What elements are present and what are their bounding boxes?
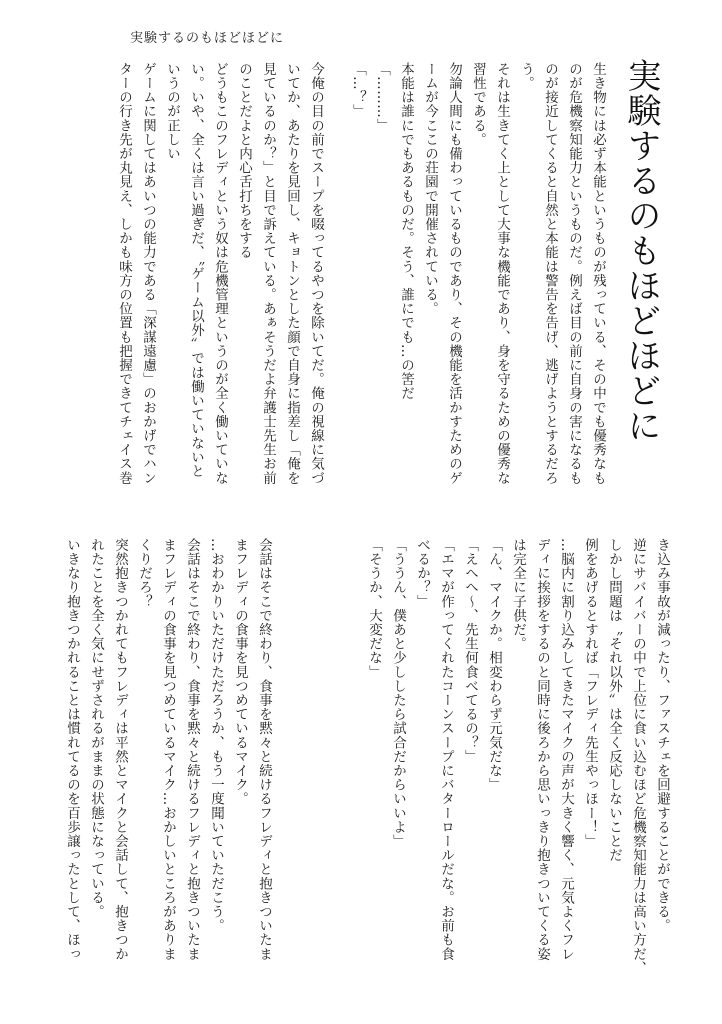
text-line: 突然抱きつかれてもフレディは平然とマイクと会話して、抱きつか xyxy=(112,538,128,961)
text-line: ゲームに関してはあいつの能力である「深謀遠慮」のおかげでハン xyxy=(140,62,156,485)
text-line: …おわかりいただけただろうか、もう一度聞いていただこう。 xyxy=(208,538,224,933)
text-line: き込み事故が減ったり、ファスチェを回避することができる。 xyxy=(654,538,670,933)
dialogue-line: 「ん、マイクか。相変わらず元気だな」 xyxy=(486,538,502,792)
dialogue-line: 「…？」 xyxy=(350,62,366,119)
text-line: ターの行き先が丸見え、しかも味方の位置も把握できてチェイス巻 xyxy=(116,62,132,485)
text-line: ディに挨拶をするのと同時に後ろから思いっきり抱きついてくる姿 xyxy=(534,538,550,961)
dialogue-line: 「そうか、大変だな」 xyxy=(366,538,382,679)
text-line: まフレディの食事を見つめているマイク…おかしいところがありま xyxy=(160,538,176,961)
text-line: のが接近してくると自然と本能は警告を告げ、逃げようとするだろ xyxy=(542,62,558,485)
text-line: う。 xyxy=(518,62,534,91)
text-line: 今俺の目の前でスープを啜ってるやつを除いてだ。俺の視線に気づ xyxy=(308,62,324,485)
text-line: 会話はそこで終わり、食事を黙々と続けるフレディと抱きついたま xyxy=(184,538,200,961)
text-line: 生き物には必ず本能というものが残っている、その中でも優秀なも xyxy=(590,62,606,485)
text-line: いてか、あたりを見回し、キョトンとした顔で自身に指差し「俺を xyxy=(284,62,300,485)
text-line: それは生きてく上として大事な機能であり、身を守るための優秀な xyxy=(494,62,510,485)
chapter-title: 実験するのもほどほどに xyxy=(621,58,661,443)
dialogue-line: べるか？」 xyxy=(414,538,430,609)
text-line: 例をあげるとすれば「フレディ先生やっほー！」 xyxy=(582,538,598,849)
dialogue-line: 「えへへ〜、先生何食べてるの？」 xyxy=(462,538,478,764)
text-line: のことだよと内心舌打ちをする xyxy=(236,62,252,260)
text-line: 習性である。 xyxy=(470,62,486,147)
text-line: 本能は誰にでもあるものだ。そう、誰にでも…の筈だ xyxy=(398,62,414,401)
text-line: 会話はそこで終わり、食事を黙々と続けるフレディと抱きついたま xyxy=(256,538,272,961)
text-line: は完全に子供だ。 xyxy=(510,538,526,651)
lower-right-text-block xyxy=(274,538,674,1008)
dialogue-line: 「………」 xyxy=(374,62,390,133)
text-line: くりだろ？ xyxy=(136,538,152,609)
text-line: い。いや、全くは言い過ぎだ、〝ゲーム以外〟では働いていないと xyxy=(188,62,204,479)
text-line: 勿論人間にも備わっているものであり、その機能を活かすためのゲ xyxy=(446,62,462,485)
text-line: …脳内に割り込みしてきたマイクの声が大きく響く、元気よくフレ xyxy=(558,538,574,961)
text-line: ームが今ここの荘園で開催されている。 xyxy=(422,62,438,316)
text-line: どうもこのフレディという奴は危機管理というのが全く働いていな xyxy=(212,62,228,485)
text-line: いうのが正しい xyxy=(164,62,180,161)
text-line: のが危機察知能力というものだ。例えば目の前に自身の害になるも xyxy=(566,62,582,485)
dialogue-line: 「エマが作ってくれたコーンスープにバターロールだな。お前も食 xyxy=(438,538,454,961)
text-line: 見ているのか？」と目で訴えている。あぁそうだよ弁護士先生お前 xyxy=(260,62,276,485)
text-line: 逆にサバイバーの中で上位に食い込むほど危機察知能力は高い方だ、 xyxy=(630,538,646,976)
upper-left-text-block xyxy=(28,62,328,512)
text-line: いきなり抱きつかれることは慣れてるのを百歩譲ったとして、ほっ xyxy=(64,538,80,961)
text-line: しかし問題は〝それ以外〟は全く反応しないことだ xyxy=(606,538,622,863)
lower-left-text-block xyxy=(36,538,276,1008)
running-header: 実験するのもほどほどに xyxy=(130,31,285,46)
text-line: れたことを全く気にせずされるがままの状態になっている。 xyxy=(88,538,104,919)
dialogue-line: 「ううん、僕あと少ししたら試合だからいいよ」 xyxy=(390,538,406,849)
text-line: まフレディの食事を見つめているマイク。 xyxy=(232,538,248,806)
